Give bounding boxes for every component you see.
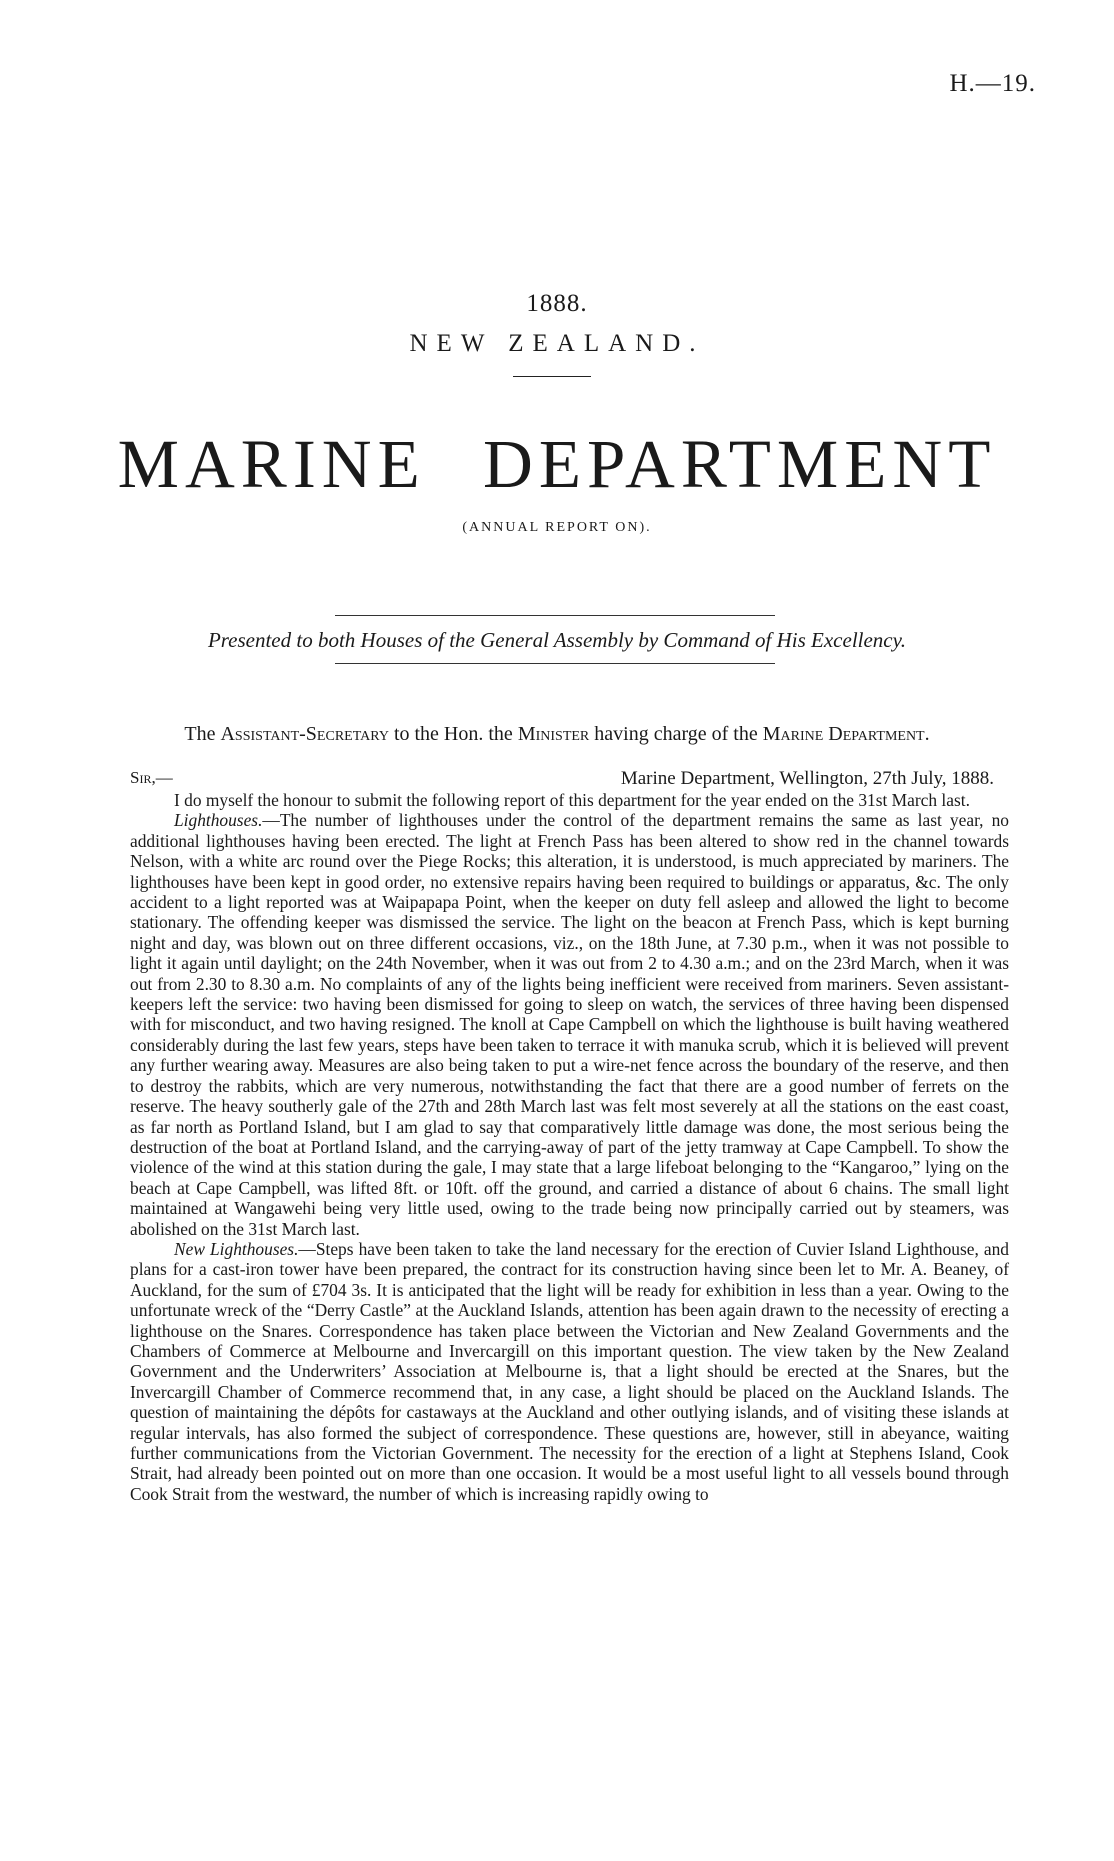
dateline: Marine Department, Wellington, 27th July, 1888. xyxy=(620,768,994,789)
country-heading: NEW ZEALAND. xyxy=(409,330,705,357)
paragraph-text: I do myself the honour to submit the following report of this department for the year ended on the 31st March last. xyxy=(174,790,970,810)
document-title: MARINE DEPARTMENT xyxy=(117,426,997,502)
paragraph-new-lighthouses xyxy=(130,1239,1009,1504)
page-reference: H.—19. xyxy=(949,70,1036,97)
addressee-part: to the Hon. the xyxy=(388,723,518,745)
divider-short xyxy=(513,376,591,377)
paragraph-text: —The number of lighthouses under the control of the department remains the same as last year, no additional lighthouses having been erected. The light at French Pass has been altered to show red in the channel towards Nelson, with a white arc round over the Piege Rocks; this alteration, it is understood, is much appreciated by mariners. The lighthouses have been kept in good order, no extensive repairs having been required to buildings or apparatus, &c. The only accident to a light reported was at Waipapapa Point, when the keeper on duty fell asleep and allowed the light to become stationary. The offending keeper was dismissed the service. The light on the beacon at French Pass, which is kept burning night and day, was blown out on three different occasions, viz., on the 18th June, at 7.30 p.m., when it was not possible to light it again until daylight; on the 24th November, when it was out from 2 to 4.30 a.m.; and on the 23rd March, when it was out from 2.30 to 8.30 a.m. No complaints of any of the lights being inefficient were received from mariners. Seven assistant-keepers left the service: two having been dismissed for going to sleep on watch, the services of three having been dispensed with for misconduct, and two having resigned. The knoll at Cape Campbell on which the lighthouse is built having weathered considerably during the last few years, steps have been taken to terrace it with manuka scrub, which it is believed will prevent any further wearing away. Measures are also being taken to put a wire-net fence across the boundary of the reserve, and then to destroy the rabbits, which are very numerous, notwithstanding the fact that there are a good number of ferrets on the reserve. The heavy southerly gale of the 27th and 28th March last was felt most severely at all the stations on the east coast, as far north as Portland Island, but I am glad to say that comparatively little damage was done, the most serious being the destruction of the boat at Portland Island, and the carrying-away of part of the jetty tramway at Cape Campbell. To show the violence of the wind at this station during the gale, I may state that a large lifeboat belonging to the “Kangaroo,” lying on the beach at Cape Campbell, was lifted 8ft. or 10ft. off the ground, and carried a distance of about 6 chains. The small light maintained at Wangawehi being very little used, owing to the trade being now principally carried out by steamers, was abolished on the 31st March last. xyxy=(130,810,1009,1239)
addressee-line xyxy=(130,722,984,746)
report-year: 1888. xyxy=(526,290,588,317)
addressee-part: The xyxy=(184,723,221,745)
paragraph-text: —Steps have been taken to take the land necessary for the erection of Cuvier Island Lighthouse, and plans for a cast-iron tower have been prepared, the contract for its construction having since been let to Mr. A. Beaney, of Auckland, for the sum of £704 3s. It is anticipated that the light will be ready for exhibition in less than a year. Owing to the unfortunate wreck of the “Derry Castle” at the Auckland Islands, attention has been again drawn to the necessity of erecting a lighthouse on the Snares. Correspondence has taken place between the Victorian and New Zealand Governments and the Chambers of Commerce at Melbourne and Invercargill on this important question. The view taken by the New Zealand Government and the Underwriters’ Association at Melbourne is, that a light should be erected at the Snares, but the Invercargill Chamber of Commerce recommend that, in any case, a light should be placed on the Auckland Islands. The question of maintaining the dépôts for castaways at the Auckland and other outlying islands, and of visiting these islands at regular intervals, has also formed the subject of correspondence. These questions are, however, still in abeyance, waiting further communications from the Victorian Government. The necessity for the erection of a light at Stephens Island, Cook Strait, had already been pointed out on more than one occasion. It would be a most useful light to all vessels bound through Cook Strait from the westward, the number of which is increasing rapidly owing to xyxy=(130,1238,1009,1504)
paragraph-lighthouses xyxy=(130,810,1009,1239)
presentation-line: Presented to both Houses of the General Assembly by Command of His Excellency. xyxy=(207,628,907,652)
paragraph-heading: New Lighthouses. xyxy=(174,1238,299,1259)
report-body xyxy=(130,790,1009,1504)
document-subtitle: (ANNUAL REPORT ON). xyxy=(462,520,652,535)
paragraph-intro xyxy=(130,790,1009,810)
addressee-title: Marine Department xyxy=(762,723,925,745)
addressee-part: . xyxy=(924,723,930,745)
addressee-part: having charge of the xyxy=(589,723,763,745)
salutation: Sir,— xyxy=(130,768,173,787)
divider-bottom xyxy=(335,663,775,664)
divider-top xyxy=(335,615,775,616)
paragraph-heading: Lighthouses. xyxy=(174,810,263,831)
addressee-title: Minister xyxy=(517,723,590,745)
addressee-title: Assistant-Secretary xyxy=(220,723,389,745)
